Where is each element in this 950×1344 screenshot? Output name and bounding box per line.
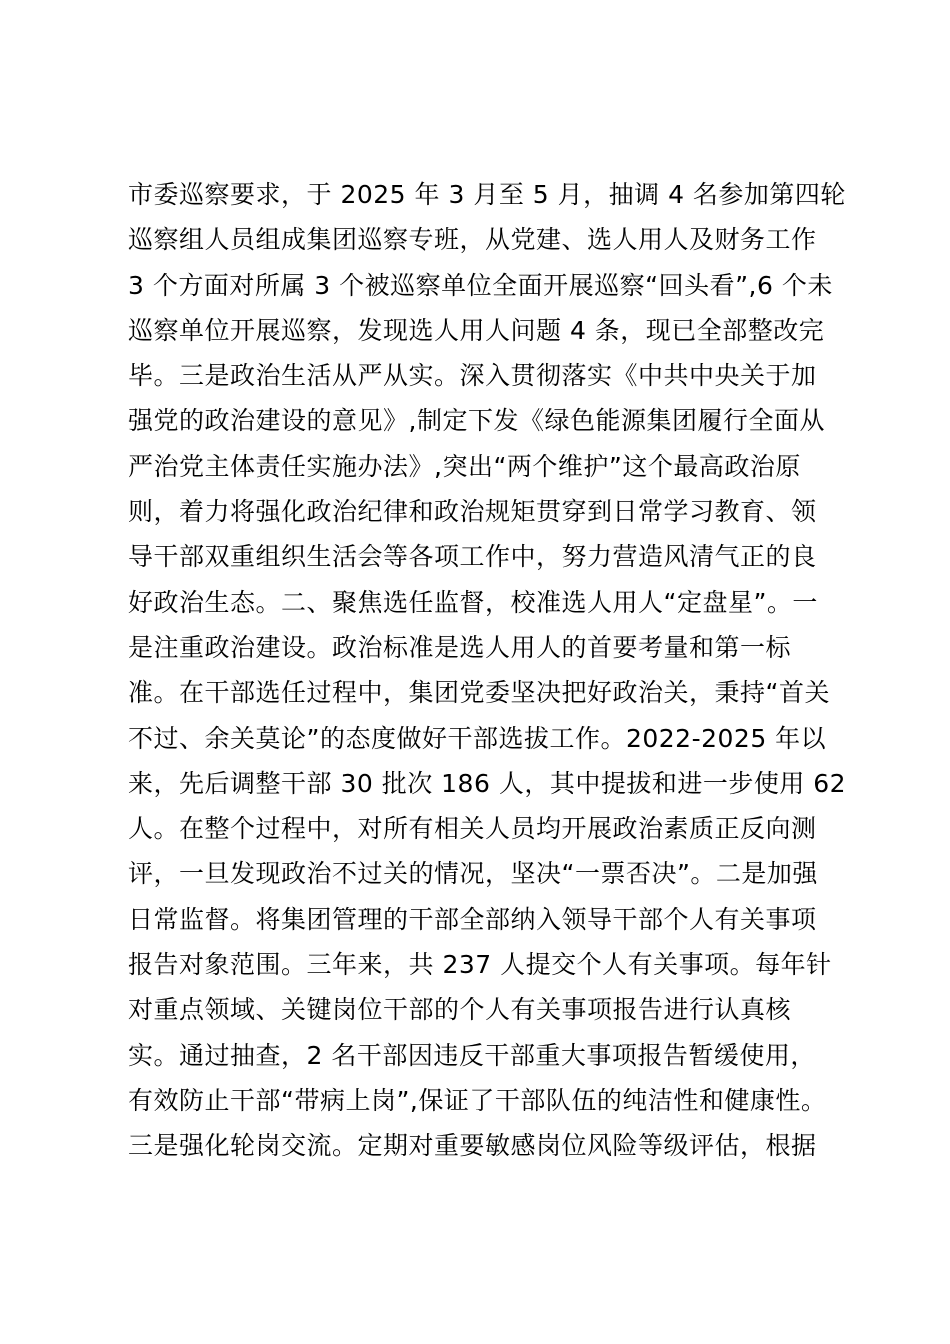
text-line: 人。在整个过程中，对所有相关人员均开展政治素质正反向测 [128,814,817,844]
text-line: 导干部双重组织生活会等各项工作中，努力营造风清气正的良 [128,542,817,572]
text-line: 日常监督。将集团管理的干部全部纳入领导干部个人有关事项 [128,904,817,934]
text-line: 不过、余关莫论”的态度做好干部选拔工作。2022-2025 年以 [128,723,827,753]
text-line: 巡察单位开展巡察，发现选人用人问题 4 条，现已全部整改完 [128,315,825,345]
text-line: 巡察组人员组成集团巡察专班，从党建、选人用人及财务工作 [128,225,817,255]
text-line: 则，着力将强化政治纪律和政治规矩贯穿到日常学习教育、领 [128,497,817,527]
text-line: 对重点领域、关键岗位干部的个人有关事项报告进行认真核 [128,995,792,1025]
text-line: 有效防止干部“带病上岗”,保证了干部队伍的纯洁性和健康性。 [128,1085,827,1115]
text-line: 来，先后调整干部 30 批次 186 人，其中提拔和进一步使用 62 [128,768,847,798]
text-line: 毕。三是政治生活从严从实。深入贯彻落实《中共中央关于加 [128,361,817,391]
body-text [128,172,848,1169]
text-line: 是注重政治建设。政治标准是选人用人的首要考量和第一标 [128,632,792,662]
text-line: 实。通过抽查，2 名干部因违反干部重大事项报告暂缓使用， [128,1040,816,1070]
text-line: 报告对象范围。三年来，共 237 人提交个人有关事项。每年针 [128,950,832,980]
text-line: 评，一旦发现政治不过关的情况，坚决“一票否决”。二是加强 [128,859,818,889]
text-line: 市委巡察要求，于 2025 年 3 月至 5 月，抽调 4 名参加第四轮 [128,180,846,209]
text-line: 好政治生态。二、聚焦选任监督，校准选人用人“定盘星”。一 [128,587,818,617]
text-line: 3 个方面对所属 3 个被巡察单位全面开展巡察“回头看”,6 个未 [128,270,833,300]
text-line: 三是强化轮岗交流。定期对重要敏感岗位风险等级评估，根据 [128,1131,817,1161]
text-line: 强党的政治建设的意见》,制定下发《绿色能源集团履行全面从 [128,406,825,436]
text-line: 严治党主体责任实施办法》,突出“两个维护”这个最高政治原 [128,451,801,481]
text-line: 准。在干部选任过程中，集团党委坚决把好政治关，秉持“首关 [128,678,830,708]
